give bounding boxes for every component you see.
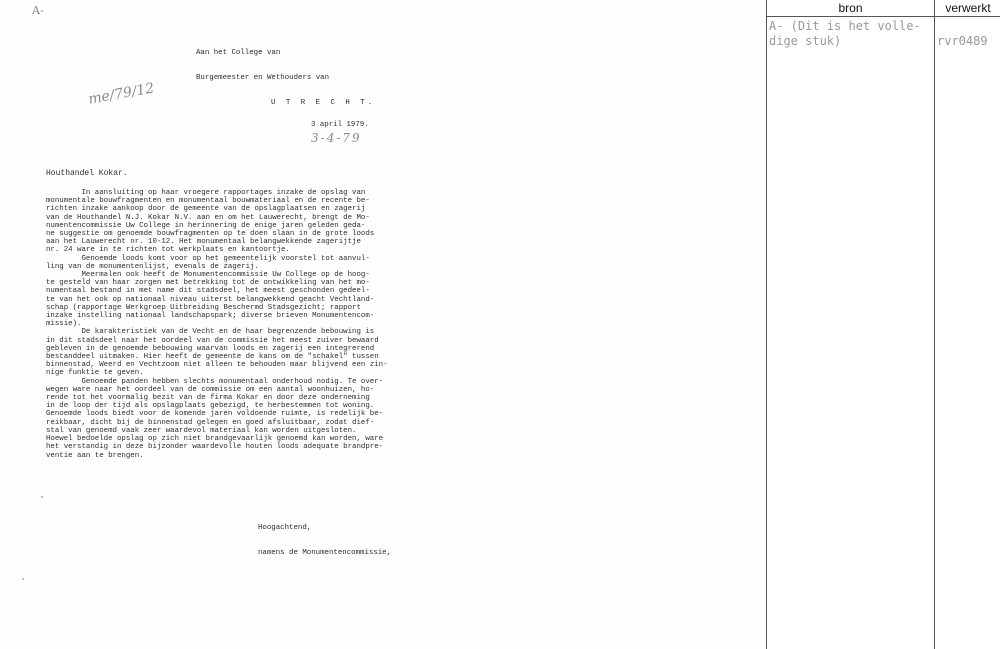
letter-body: In aansluiting op haar vroegere rapportages inzake de opslag van monumentale bouwfragmenten en monumentaal bouwmateriaal en de recente be- richten inzake aankoop door de gemeente van de opslagplaatsen en zagerij van de Houthandel N.J. Kokar N.V. aan en om het Lauwerecht, brengt de Mo- numentencommissie Uw College in herinnering de enige jaren geleden geda- ne suggestie om genoemde bouwfragmenten op te doen slaan in de grote loods aan het Lauwerecht nr. 10-12. Het monumentaal belangwekkende zagerijtje nr. 24 ware in te richten tot werkplaats en kantoortje. Genoemde loods komt voor op het gemeentelijk voorstel tot aanvul- ling van de monumentenlijst, evenals de zagerij. Meermalen ook heeft de Monumentencommissie Uw College op de hoog- te gesteld van haar zorgen met betrekking tot de ontwikkeling van het mo- numentaal bestand in met name dit stadsdeel, het meest geschonden gedeel- te van het ook op nationaal niveau uiterst belangwekkend geacht Vechtland- schap (rapportage Werkgroep Uitbreiding Beschermd Stadsgezicht; rapport inzake instelling nationaal landschapspark; diverse brieven Monumentencom- missie). De karakteristiek van de Vecht en de haar begrenzende bebouwing is in dit stadsdeel naar het oordeel van de commissie het meest zuiver bewaard gebleven in de genoemde bebouwing waarvan loods en zagerij een integrerend bestanddeel uitmaken. Hier heeft de gemeente de kans om de "schakel" tussen binnenstad, Weerd en Vechtzoom niet alleen te behouden maar blijvend een zin- nige funktie te geven. Genoemde panden hebben slechts monumentaal onderhoud nodig. Te over- wegen ware naar het oordeel van de commissie om een aantal woonhuizen, ho- rende tot het voormalig bezit van de firma Kokar en door deze onderneming in de loop der tijd als opslagplaats gebezigd, te herbestemmen tot woning. Genoemde loods biedt voor de komende jaren voldoende ruimte, is redelijk be- reikbaar, dicht bij de binnenstad gelegen en goed afsluitbaar, zodat dief- stal van genoemd vaak zeer waardevol materiaal kan worden uitgesloten. Hoewel bedoelde opslag op zich niet brandgevaarlijk genoemd kan worden, ware het verstandig in deze bijzonder waardevolle houten loods adequate brandpre- ventie aan te brengen. <box>46 189 388 460</box>
cell-bron: A- (Dit is het volle- dige stuk) <box>769 19 921 48</box>
column-header-verwerkt: verwerkt <box>935 0 1000 17</box>
handwritten-date: 3-4-79 <box>311 131 362 145</box>
column-header-bron: bron <box>767 0 934 17</box>
address-block <box>196 33 375 123</box>
scan-speck <box>41 496 43 498</box>
closing-line: namens de Monumentencommissie, <box>258 549 392 558</box>
metadata-table <box>766 0 1000 649</box>
address-line: Burgemeester en Wethouders van <box>196 74 330 83</box>
address-line: Aan het College van <box>196 49 281 58</box>
salutation: Houthandel Kokar. <box>46 169 128 178</box>
address-line: U T R E C H T. <box>271 98 376 107</box>
closing-line: Hoogachtend, <box>258 524 312 533</box>
letter-date: 3 april 1979. <box>311 121 369 129</box>
closing-block <box>258 508 391 574</box>
handwritten-reference: me/79/12 <box>87 80 156 108</box>
cell-verwerkt: rvr0489 <box>937 34 988 48</box>
corner-mark: A- <box>32 4 44 17</box>
column-divider <box>934 0 935 649</box>
scan-speck <box>22 578 24 580</box>
